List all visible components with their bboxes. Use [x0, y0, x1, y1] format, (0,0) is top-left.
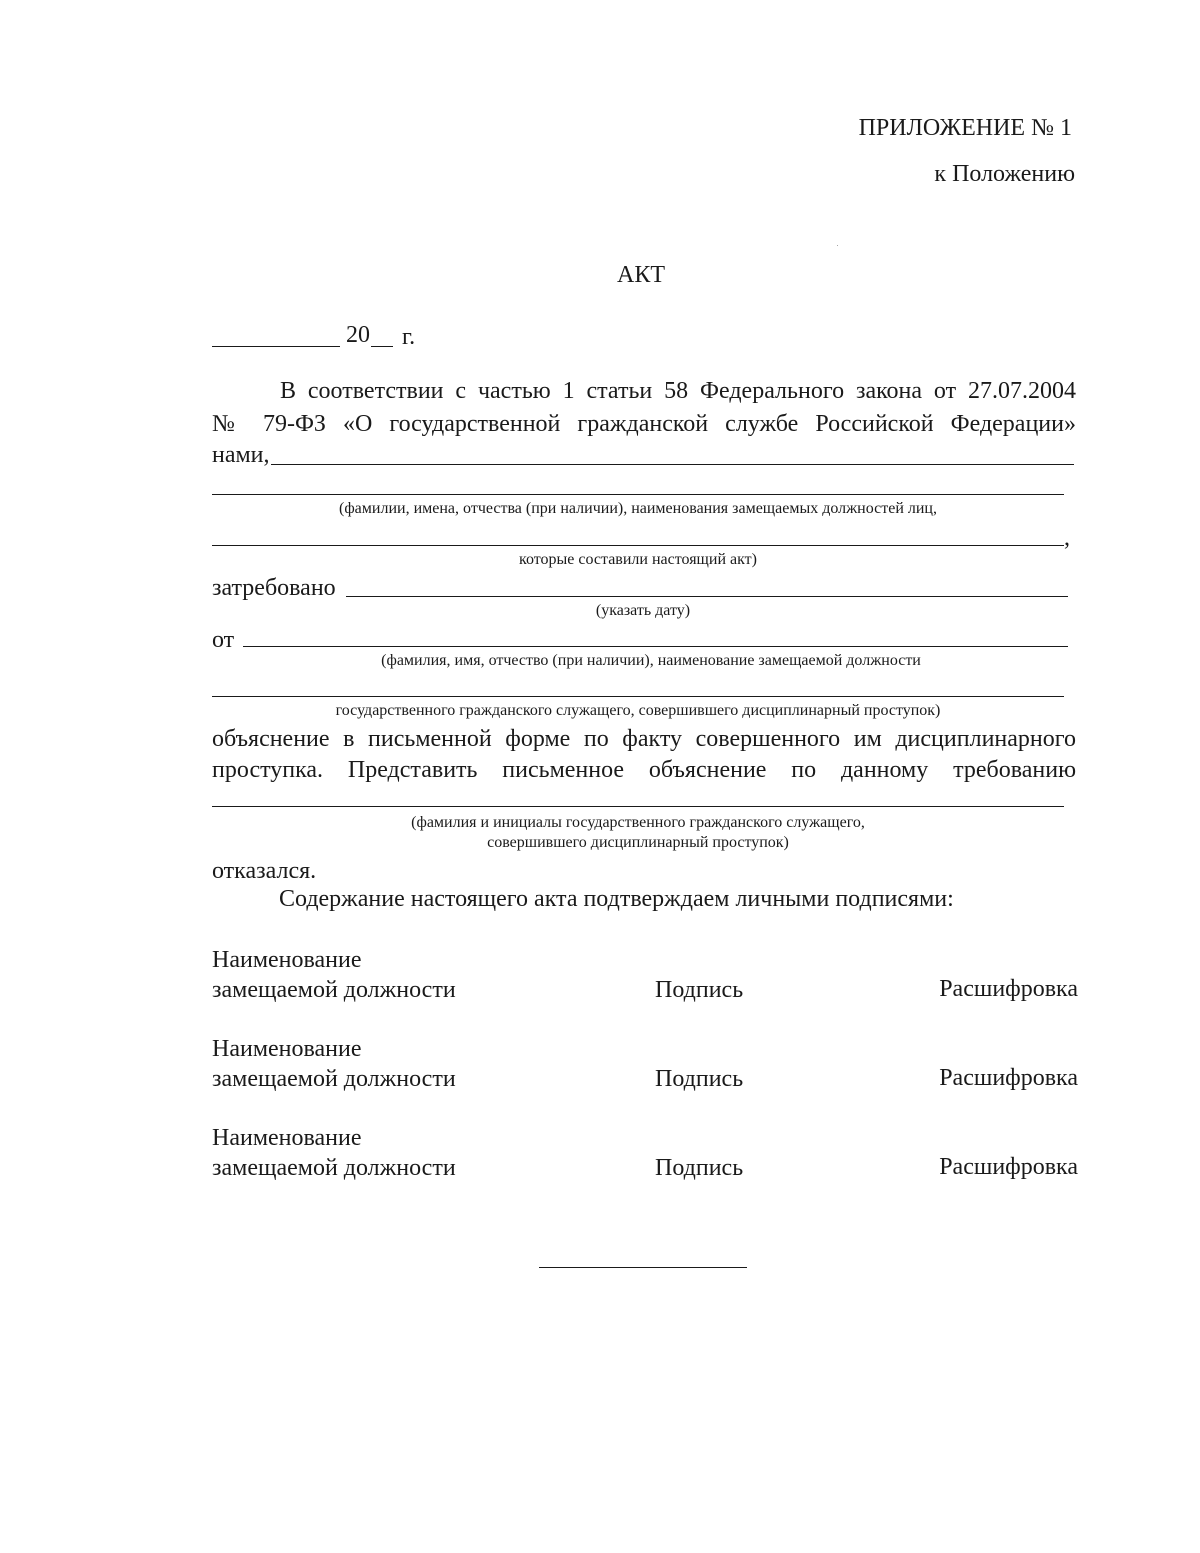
- caption-date: (указать дату): [595, 602, 691, 619]
- signature-label: Подпись: [655, 1066, 744, 1092]
- caption-initials-1: (фамилия и инициалы государственного гражданского служащего,: [411, 814, 865, 831]
- regulation-reference: к Положению: [934, 161, 1075, 187]
- by-us-line: [271, 464, 1074, 465]
- caption-names-1: (фамилии, имена, отчества (при наличии), наименования замещаемых должностей лиц,: [338, 500, 937, 517]
- signature-label: Подпись: [655, 1155, 744, 1181]
- caption-person-1: (фамилия, имя, отчество (при наличии), наименование замещаемой должности: [381, 652, 921, 669]
- caption-names-2: которые составили настоящий акт): [519, 551, 757, 568]
- decoding-label: Расшифровка: [939, 1154, 1078, 1180]
- signature-row: [212, 1034, 1078, 1094]
- position-title: [212, 1034, 456, 1094]
- position-label-line-1: Наименование: [212, 1125, 362, 1151]
- position-label-line-2: замещаемой должности: [212, 1066, 456, 1092]
- names-line-1: [212, 494, 1064, 495]
- caption-person-2: государственного гражданского служащего, совершившего дисциплинарный проступок): [335, 702, 941, 719]
- person-line-2: [212, 696, 1064, 697]
- requested-label: затребовано: [212, 575, 336, 601]
- document-title: АКТ: [617, 262, 665, 288]
- initials-line: [212, 806, 1064, 807]
- explanation-line-2: проступка. Представить письменное объяснение по данному требованию: [212, 757, 1076, 783]
- confirm-text: Содержание настоящего акта подтверждаем личными подписями:: [279, 886, 954, 912]
- signature-row: [212, 945, 1078, 1005]
- position-label-line-2: замещаемой должности: [212, 1155, 456, 1181]
- decoding-label: Расшифровка: [939, 976, 1078, 1002]
- requested-date-line: [346, 596, 1068, 597]
- appendix-heading: ПРИЛОЖЕНИЕ № 1: [858, 115, 1072, 141]
- signature-row: [212, 1123, 1078, 1183]
- position-label-line-1: Наименование: [212, 1036, 362, 1062]
- names-line-2: [212, 545, 1064, 546]
- from-label: от: [212, 627, 235, 653]
- position-title: [212, 1123, 456, 1183]
- body-line-1: В соответствии с частью 1 статьи 58 Федерального закона от 27.07.2004: [280, 378, 1076, 404]
- position-title: [212, 945, 456, 1005]
- refused-text: отказался.: [212, 858, 317, 884]
- names-comma: ,: [1064, 525, 1070, 551]
- closing-separator: [539, 1267, 747, 1268]
- year-suffix: г.: [402, 324, 416, 350]
- year-prefix: 20: [346, 322, 370, 348]
- explanation-line-1: объяснение в письменной форме по факту совершенного им дисциплинарного: [212, 726, 1076, 752]
- position-label-line-2: замещаемой должности: [212, 977, 456, 1003]
- year-blank-line: [371, 346, 393, 347]
- position-label-line-1: Наименование: [212, 947, 362, 973]
- date-blank-line: [212, 346, 340, 347]
- decoding-label: Расшифровка: [939, 1065, 1078, 1091]
- caption-initials-2: совершившего дисциплинарный проступок): [487, 834, 789, 851]
- body-line-2: № 79-ФЗ «О государственной гражданской службе Российской Федерации»: [212, 411, 1076, 437]
- scan-speck: [837, 245, 838, 246]
- by-us-label: нами,: [212, 442, 270, 468]
- from-line: [243, 646, 1068, 647]
- signature-label: Подпись: [655, 977, 744, 1003]
